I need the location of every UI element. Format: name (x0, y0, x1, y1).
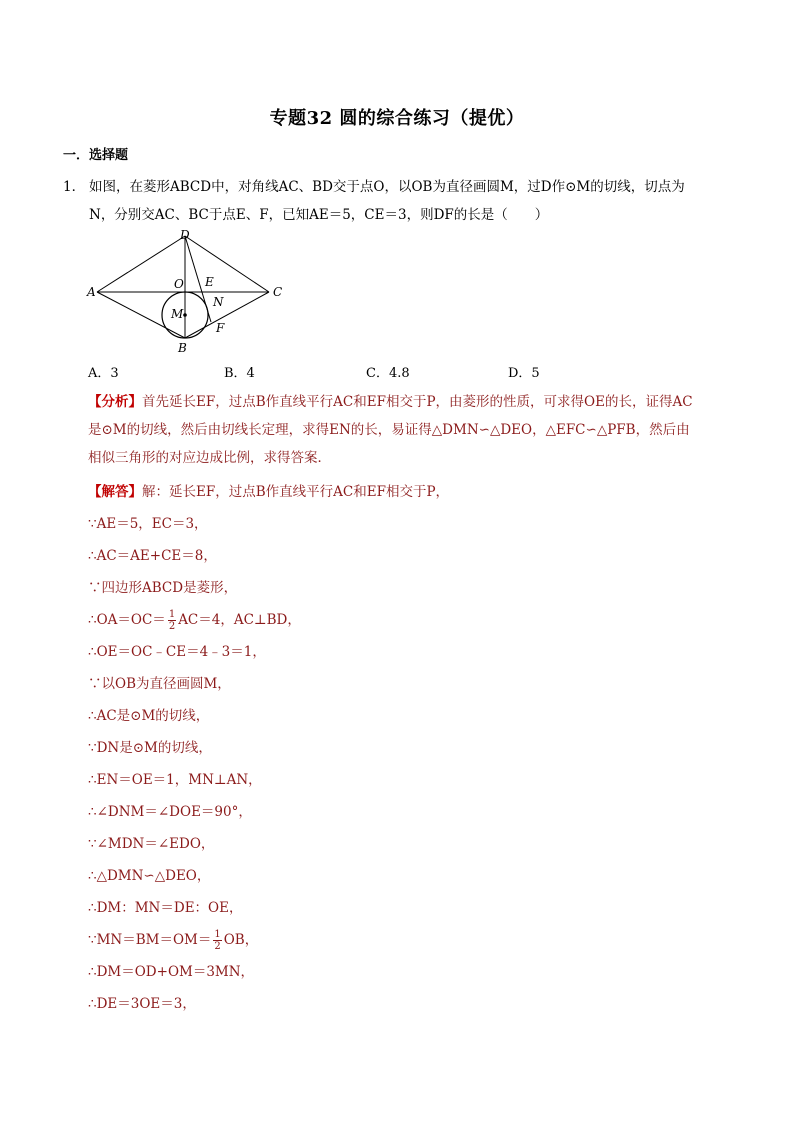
section-heading: 一．选择题 (63, 148, 129, 163)
center-M-dot (183, 313, 187, 317)
fraction-half-2 (213, 929, 221, 952)
step-14 (88, 924, 728, 956)
page-title: 专题32 圆的综合练习（提优） (269, 108, 525, 129)
step-6: ∵以OB为直径画圆M， (88, 676, 231, 692)
analysis-tag: 【分析】 (88, 394, 142, 410)
solution-body (88, 388, 728, 1020)
step-8: ∵DN是⊙M的切线， (88, 740, 212, 756)
step-2: ∴AC＝AE+CE＝8， (88, 548, 217, 564)
fraction-half (168, 609, 176, 632)
question-number: 1． (63, 179, 86, 195)
step-4 (88, 604, 728, 636)
choice-d[interactable]: D．5 (508, 366, 540, 381)
analysis-text-1: 首先延长EF，过点B作直线平行AC和EF相交于P，由菱形的性质，可求得OE的长，证得AC (142, 394, 693, 410)
fraction-numerator: 1 (168, 609, 176, 620)
step-11: ∵∠MDN＝∠EDO， (88, 836, 215, 852)
label-M: M (171, 307, 184, 321)
label-A: A (87, 285, 96, 299)
label-B: B (178, 341, 187, 355)
step-13: ∴DM：MN＝DE：OE， (88, 900, 243, 916)
step-7: ∴AC是⊙M的切线， (88, 708, 210, 724)
step-4-tail: AC＝4，AC⊥BD， (178, 612, 301, 628)
edge-CB (185, 292, 269, 338)
question-line-2: N，分别交AC、BC于点E、F，已知AE＝5，CE＝3，则DF的长是（ ） (89, 207, 549, 223)
step-4-head: ∴OA＝OC＝ (88, 612, 166, 628)
geometry-figure (85, 226, 285, 356)
step-14-tail: OB， (223, 932, 259, 948)
label-N: N (213, 295, 224, 309)
solution-intro: 解：延长EF，过点B作直线平行AC和EF相交于P， (142, 484, 450, 500)
label-D: D (180, 228, 190, 242)
step-12: ∴△DMN∽△DEO， (88, 868, 211, 884)
fraction-denominator: 2 (168, 621, 176, 632)
label-E: E (205, 275, 214, 289)
edge-DA (97, 236, 185, 292)
fraction-numerator-2: 1 (214, 929, 221, 940)
solution-tag: 【解答】 (88, 484, 142, 500)
analysis-text-3: 相似三角形的对应边成比例，求得答案． (88, 450, 331, 466)
step-1: ∵AE＝5，EC＝3， (88, 516, 208, 532)
analysis-text-2: 是⊙M的切线，然后由切线长定理，求得EN的长，易证得△DMN∽△DEO，△EFC∽△PFB，然后由 (88, 422, 690, 438)
step-9: ∴EN＝OE＝1，MN⊥AN， (88, 772, 262, 788)
analysis-paragraph (88, 388, 728, 472)
step-3: ∵四边形ABCD是菱形， (88, 580, 238, 596)
step-10: ∴∠DNM＝∠DOE＝90°， (88, 804, 252, 820)
step-5: ∴OE＝OC﹣CE＝4﹣3＝1， (88, 644, 266, 660)
edge-DC (185, 236, 269, 292)
choice-b[interactable]: B．4 (224, 366, 255, 381)
step-14-head: ∵MN＝BM＝OM＝ (88, 932, 212, 948)
label-O: O (174, 277, 184, 291)
question-line-1: 如图，在菱形ABCD中，对角线AC、BD交于点O，以OB为直径画圆M，过D作⊙M的切线，切点为 (89, 179, 685, 195)
question-1 (63, 173, 733, 229)
choice-a[interactable]: A．3 (88, 366, 119, 381)
fraction-denominator-2: 2 (214, 941, 221, 952)
label-C: C (273, 285, 283, 299)
step-15: ∴DM＝OD+OM＝3MN， (88, 964, 255, 980)
label-F: F (216, 321, 225, 335)
choice-c[interactable]: C．4.8 (366, 366, 410, 381)
solution-intro-row (88, 476, 728, 508)
step-16: ∴DE＝3OE＝3， (88, 996, 196, 1012)
